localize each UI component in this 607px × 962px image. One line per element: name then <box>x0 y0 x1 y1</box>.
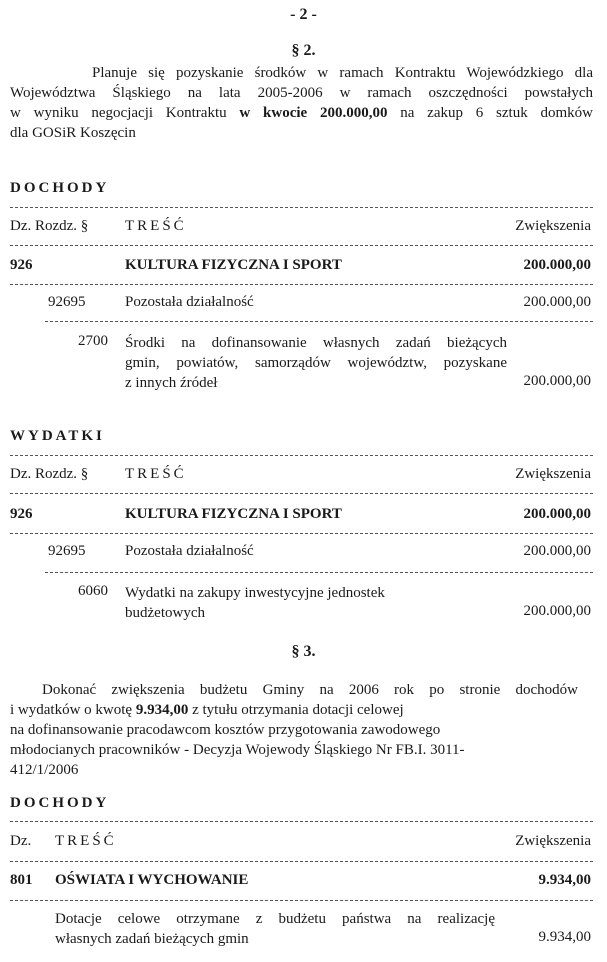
divider <box>10 284 593 285</box>
dzial-name: KULTURA FIZYCZNA I SPORT <box>125 506 342 522</box>
paragraf-code: 6060 <box>78 583 108 599</box>
paragraf-amount: 200.000,00 <box>523 373 591 389</box>
dzial-amount: 9.934,00 <box>538 872 591 888</box>
paragraph-line: 412/1/2006 <box>10 762 79 778</box>
rozdzial-code: 92695 <box>48 294 86 310</box>
dochody-heading: DOCHODY <box>10 795 110 811</box>
dzial-code: 801 <box>10 872 33 888</box>
column-header-tresc: TREŚĆ <box>125 466 187 482</box>
dzial-amount: 200.000,00 <box>523 506 591 522</box>
amount-highlight: w kwocie 200.000,00 <box>239 105 388 121</box>
paragraf-code: 2700 <box>78 333 108 349</box>
paragraph-line: i wydatków o kwotę 9.934,00 z tytułu otrzymania dotacji celowej <box>10 702 404 718</box>
section-2-paragraph <box>10 63 593 143</box>
column-header-codes: Dz. <box>10 833 32 849</box>
section-3-paragraph <box>10 680 578 780</box>
rozdzial-code: 92695 <box>48 543 86 559</box>
rozdzial-amount: 200.000,00 <box>523 543 591 559</box>
column-header-codes: Dz. Rozdz. § <box>10 466 89 482</box>
paragraph-line: Planuje się pozyskanie środków w ramach Kontraktu Wojewódzkiego dla <box>92 65 593 81</box>
column-header-tresc: TREŚĆ <box>55 833 117 849</box>
item-description: Dotacje celowe otrzymane z budżetu państwa na realizację własnych zadań bieżących gmin <box>55 911 495 947</box>
column-header-zwiekszenia: Zwiększenia <box>515 466 591 482</box>
wydatki-heading: WYDATKI <box>10 428 105 444</box>
column-header-tresc: TREŚĆ <box>125 218 187 234</box>
column-header-codes: Dz. Rozdz. § <box>10 218 89 234</box>
divider <box>10 861 593 862</box>
item-amount: 9.934,00 <box>538 929 591 945</box>
rozdzial-name: Pozostała działalność <box>125 294 254 310</box>
divider <box>10 207 593 208</box>
divider <box>10 245 593 246</box>
paragraph-line: młodocianych pracowników - Decyzja Wojewody Śląskiego Nr FB.I. 3011- <box>10 742 465 758</box>
dzial-amount: 200.000,00 <box>523 257 591 273</box>
dzial-name: KULTURA FIZYCZNA I SPORT <box>125 257 342 273</box>
dochody-heading: DOCHODY <box>10 180 110 196</box>
divider <box>10 900 593 901</box>
paragraph-line: Dokonać zwiększenia budżetu Gminy na 2006 rok po stronie dochodów <box>42 682 578 698</box>
dzial-name: OŚWIATA I WYCHOWANIE <box>55 872 249 888</box>
paragraph-line: w wyniku negocjacji Kontraktu w kwocie 200.000,00 na zakup 6 sztuk domków <box>10 105 593 121</box>
paragraf-description: Wydatki na zakupy inwestycyjne jednostek budżetowych <box>125 585 385 621</box>
paragraf-description: Środki na dofinansowanie własnych zadań bieżących gmin, powiatów, samorządów województw, pozyskane z innych źródeł <box>125 335 507 391</box>
page-number: - 2 - <box>290 6 317 23</box>
paragraf-amount: 200.000,00 <box>523 603 591 619</box>
section-3-title: § 3. <box>291 643 316 660</box>
dzial-code: 926 <box>10 257 33 273</box>
amount-highlight: 9.934,00 <box>135 702 189 718</box>
divider <box>10 821 593 822</box>
divider <box>10 455 593 456</box>
dzial-code: 926 <box>10 506 33 522</box>
section-2-title: § 2. <box>291 42 316 59</box>
paragraph-line: na dofinansowanie pracodawcom kosztów przygotowania zawodowego <box>10 722 441 738</box>
paragraph-line: Województwa Śląskiego na lata 2005-2006 w ramach oszczędności powstałych <box>10 85 593 101</box>
rozdzial-amount: 200.000,00 <box>523 294 591 310</box>
column-header-zwiekszenia: Zwiększenia <box>515 833 591 849</box>
divider <box>45 572 593 573</box>
paragraph-line: dla GOSiR Koszęcin <box>10 125 136 141</box>
divider <box>10 533 593 534</box>
column-header-zwiekszenia: Zwiększenia <box>515 218 591 234</box>
divider <box>10 493 593 494</box>
divider <box>45 321 593 322</box>
rozdzial-name: Pozostała działalność <box>125 543 254 559</box>
